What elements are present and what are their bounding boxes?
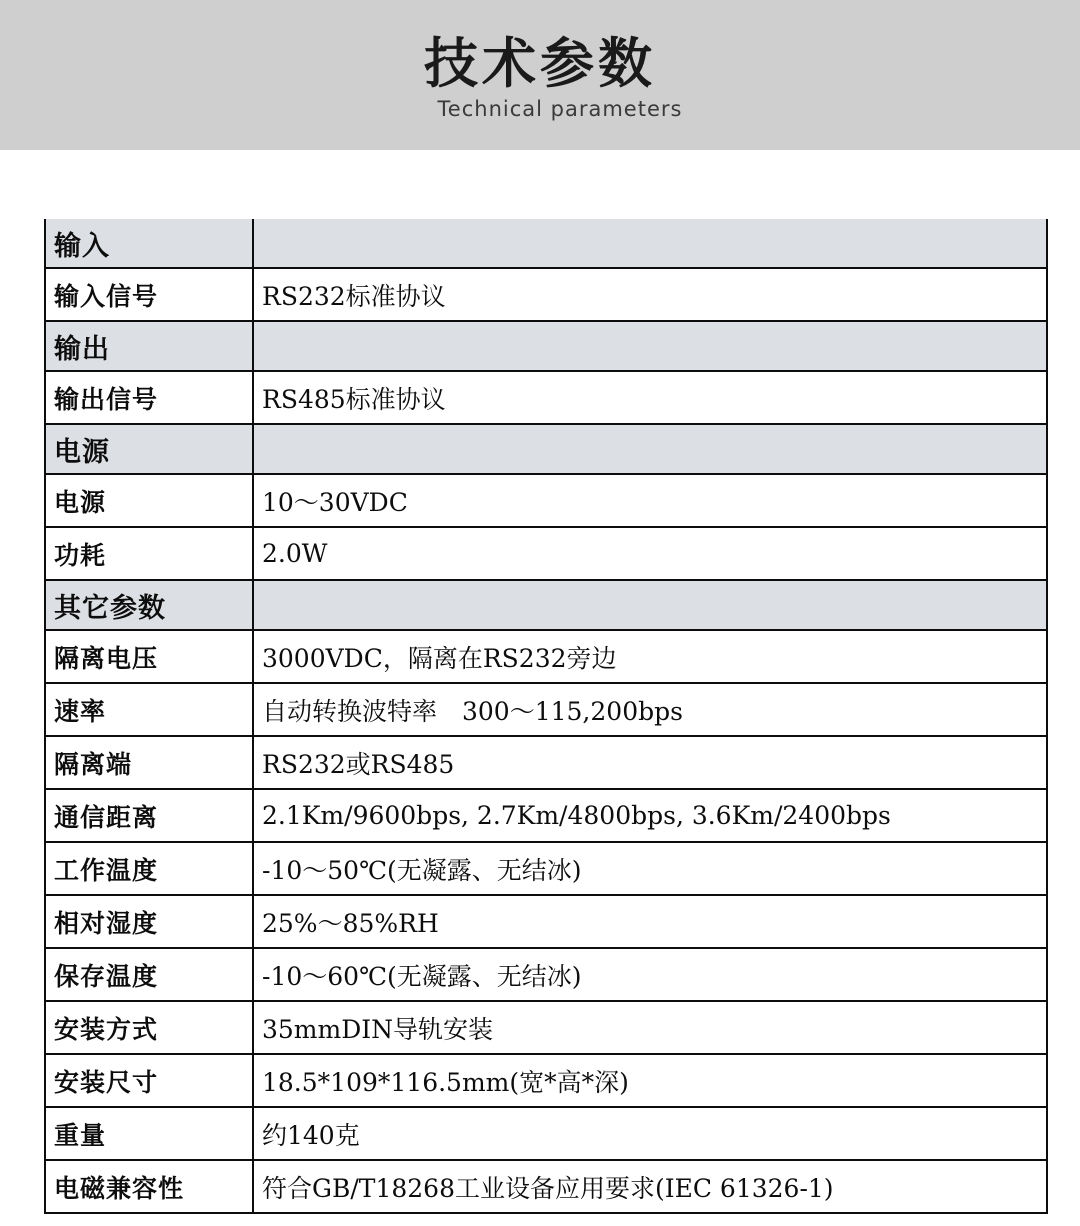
spec-value-cell — [253, 424, 1047, 474]
table-row — [45, 895, 1047, 948]
spec-value-cell: -10～60℃(无凝露、无结冰) — [253, 948, 1047, 1001]
spec-value-cell: -10～50℃(无凝露、无结冰) — [253, 842, 1047, 895]
spec-value-cell: 2.0W — [253, 527, 1047, 580]
spec-label-cell: 隔离端 — [45, 736, 253, 789]
spec-table-body — [45, 219, 1047, 1213]
page-subtitle: Technical parameters — [437, 97, 683, 122]
spec-table — [44, 219, 1048, 1214]
spec-value-cell — [253, 321, 1047, 371]
page-title: 技术参数 — [424, 30, 656, 95]
table-row — [45, 1054, 1047, 1107]
spec-label-cell: 输入 — [45, 219, 253, 268]
spec-value-cell: RS232标准协议 — [253, 268, 1047, 321]
page-banner — [0, 0, 1080, 150]
spec-section-row — [45, 219, 1047, 268]
spec-table-container — [44, 219, 1048, 1214]
spec-label-cell: 输出 — [45, 321, 253, 371]
table-row — [45, 736, 1047, 789]
spec-value-cell: 约140克 — [253, 1107, 1047, 1160]
spec-label-cell: 其它参数 — [45, 580, 253, 630]
spec-label-cell: 通信距离 — [45, 789, 253, 842]
spec-value-cell — [253, 580, 1047, 630]
table-row — [45, 789, 1047, 842]
spec-label-cell: 安装尺寸 — [45, 1054, 253, 1107]
spec-value-cell: 2.1Km/9600bps, 2.7Km/4800bps, 3.6Km/2400bps — [253, 789, 1047, 842]
spec-section-row — [45, 424, 1047, 474]
spec-section-row — [45, 321, 1047, 371]
table-row — [45, 527, 1047, 580]
spec-value-cell: 符合GB/T18268工业设备应用要求(IEC 61326-1) — [253, 1160, 1047, 1213]
spec-label-cell: 电源 — [45, 424, 253, 474]
table-row — [45, 371, 1047, 424]
spec-value-cell: 25%～85%RH — [253, 895, 1047, 948]
spec-value-cell: 35mmDIN导轨安装 — [253, 1001, 1047, 1054]
spec-value-cell: RS232或RS485 — [253, 736, 1047, 789]
spec-label-cell: 相对湿度 — [45, 895, 253, 948]
spec-value-cell: 10～30VDC — [253, 474, 1047, 527]
spec-label-cell: 输出信号 — [45, 371, 253, 424]
spec-label-cell: 电源 — [45, 474, 253, 527]
spec-label-cell: 安装方式 — [45, 1001, 253, 1054]
spec-label-cell: 工作温度 — [45, 842, 253, 895]
table-row — [45, 1107, 1047, 1160]
spec-label-cell: 输入信号 — [45, 268, 253, 321]
table-row — [45, 630, 1047, 683]
spec-value-cell: 自动转换波特率 300～115,200bps — [253, 683, 1047, 736]
table-row — [45, 683, 1047, 736]
spec-value-cell: 3000VDC，隔离在RS232旁边 — [253, 630, 1047, 683]
table-row — [45, 268, 1047, 321]
spec-value-cell: 18.5*109*116.5mm(宽*高*深) — [253, 1054, 1047, 1107]
spec-label-cell: 隔离电压 — [45, 630, 253, 683]
table-row — [45, 842, 1047, 895]
spec-value-cell: RS485标准协议 — [253, 371, 1047, 424]
table-row — [45, 1160, 1047, 1213]
table-row — [45, 474, 1047, 527]
table-row — [45, 948, 1047, 1001]
spec-value-cell — [253, 219, 1047, 268]
spec-label-cell: 速率 — [45, 683, 253, 736]
spec-section-row — [45, 580, 1047, 630]
table-row — [45, 1001, 1047, 1054]
spec-label-cell: 重量 — [45, 1107, 253, 1160]
spec-label-cell: 电磁兼容性 — [45, 1160, 253, 1213]
spec-label-cell: 功耗 — [45, 527, 253, 580]
spec-label-cell: 保存温度 — [45, 948, 253, 1001]
